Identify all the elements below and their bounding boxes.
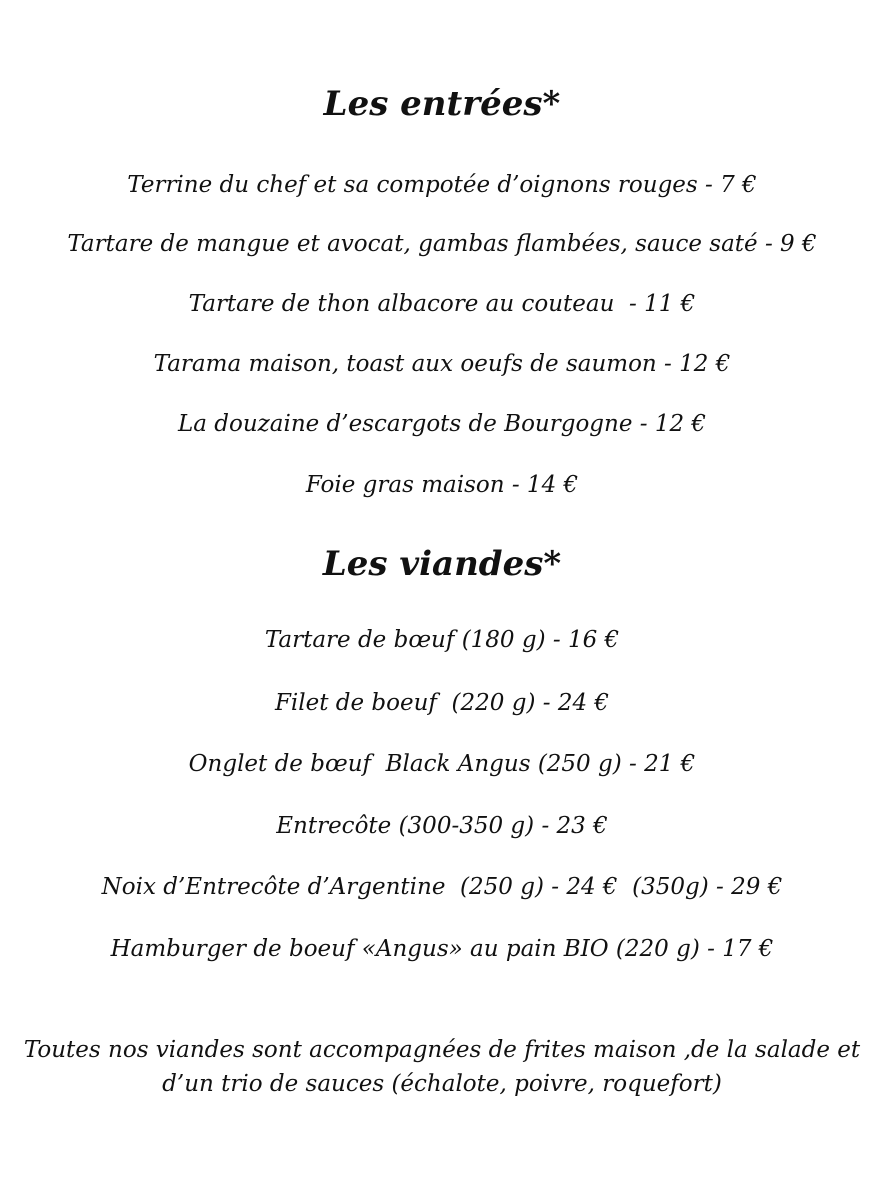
entree-item: Terrine du chef et sa compotée d’oignons rouges - 7 € [127, 172, 757, 198]
entree-item: Tartare de thon albacore au couteau - 11 € [188, 291, 696, 317]
accompaniment-note [0, 1033, 884, 1101]
viande-item: Hamburger de boeuf «Angus» au pain BIO (220 g) - 17 € [110, 936, 774, 962]
viande-item: Filet de boeuf (220 g) - 24 € [274, 690, 610, 716]
viande-item: Entrecôte (300-350 g) - 23 € [276, 813, 608, 839]
entree-item: La douzaine d’escargots de Bourgogne - 12 € [177, 411, 707, 437]
viandes-heading: Les viandes* [322, 544, 562, 584]
entree-item: Tarama maison, toast aux oeufs de saumon - 12 € [153, 351, 731, 377]
viande-item: Noix d’Entrecôte d’Argentine (250 g) - 24 € (350g) - 29 € [101, 874, 783, 900]
entree-item: Foie gras maison - 14 € [305, 472, 579, 498]
viande-item: Onglet de bœuf Black Angus (250 g) - 21 € [188, 751, 696, 777]
viande-item: Tartare de bœuf (180 g) - 16 € [264, 627, 620, 653]
note-line: d’un trio de sauces (échalote, poivre, roquefort) [162, 1071, 722, 1097]
note-line: Toutes nos viandes sont accompagnées de frites maison ,de la salade et [23, 1037, 861, 1063]
entree-item: Tartare de mangue et avocat, gambas flambées, sauce saté - 9 € [67, 231, 817, 257]
entrees-heading: Les entrées* [323, 84, 561, 124]
